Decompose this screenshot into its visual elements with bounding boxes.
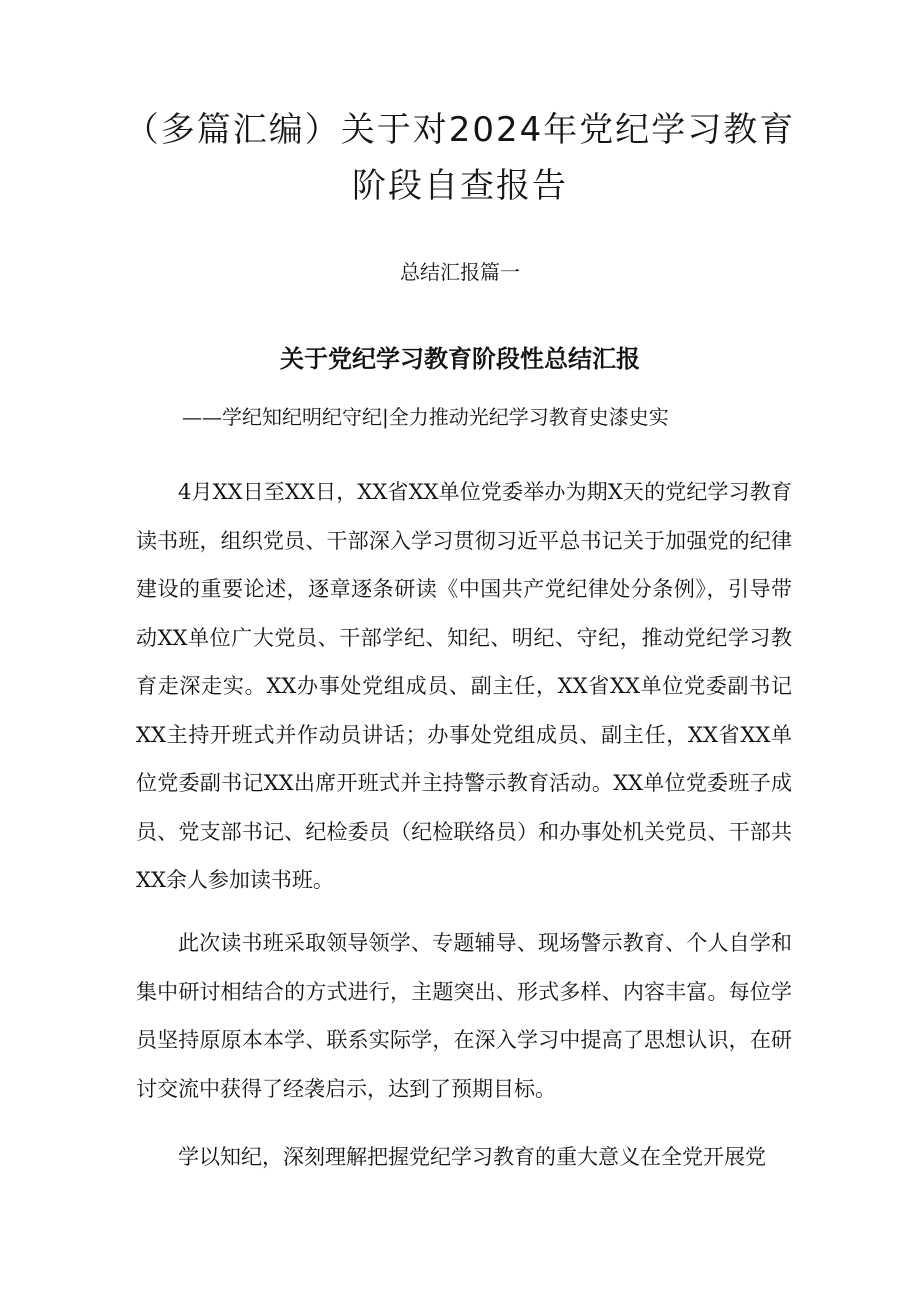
report-subtitle: ——学纪知纪明纪守纪|全力推动光纪学习教育史漆史实 [182,405,669,429]
document-title [0,102,920,214]
document-title-line-2: 阶段自查报告 [352,166,568,206]
body-paragraph-3: 学以知纪，深刻理解把握党纪学习教育的重大意义在全党开展党 [178,1145,766,1169]
report-title: 关于党纪学习教育阶段性总结汇报 [280,345,640,373]
section-label: 总结汇报篇一 [400,260,520,284]
body-paragraph-2: 此次读书班采取领导领学、专题辅导、现场警示教育、个人自学和集中研讨相结合的方式进行，主题突出、形式多样、内容丰富。每位学员坚持原原本本学、联系实际学，在深入学习中提高了思想认识，在研讨交流中获得了经袭启示，达到了预期目标。 [136,931,792,1101]
body-paragraph-1: 4月XX日至XX日，XX省XX单位党委举办为期X天的党纪学习教育读书班，组织党员、干部深入学习贯彻习近平总书记关于加强党的纪律建设的重要论述，逐章逐条研读《中国共产党纪律处分条例》，引导带动XX单位广大党员、干部学纪、知纪、明纪、守纪，推动党纪学习教育走深走实。XX办事处党组成员、副主任，XX省XX单位党委副书记XX主持开班式并作动员讲话；办事处党组成员、副主任，XX省XX单位党委副书记XX出席开班式并主持警示教育活动。XX单位党委班子成员、党支部书记、纪检委员（纪检联络员）和办事处机关党员、干部共XX余人参加读书班。 [136,480,792,892]
document-title-line-1: （多篇汇编）关于对2024年党纪学习教育 [124,110,796,150]
